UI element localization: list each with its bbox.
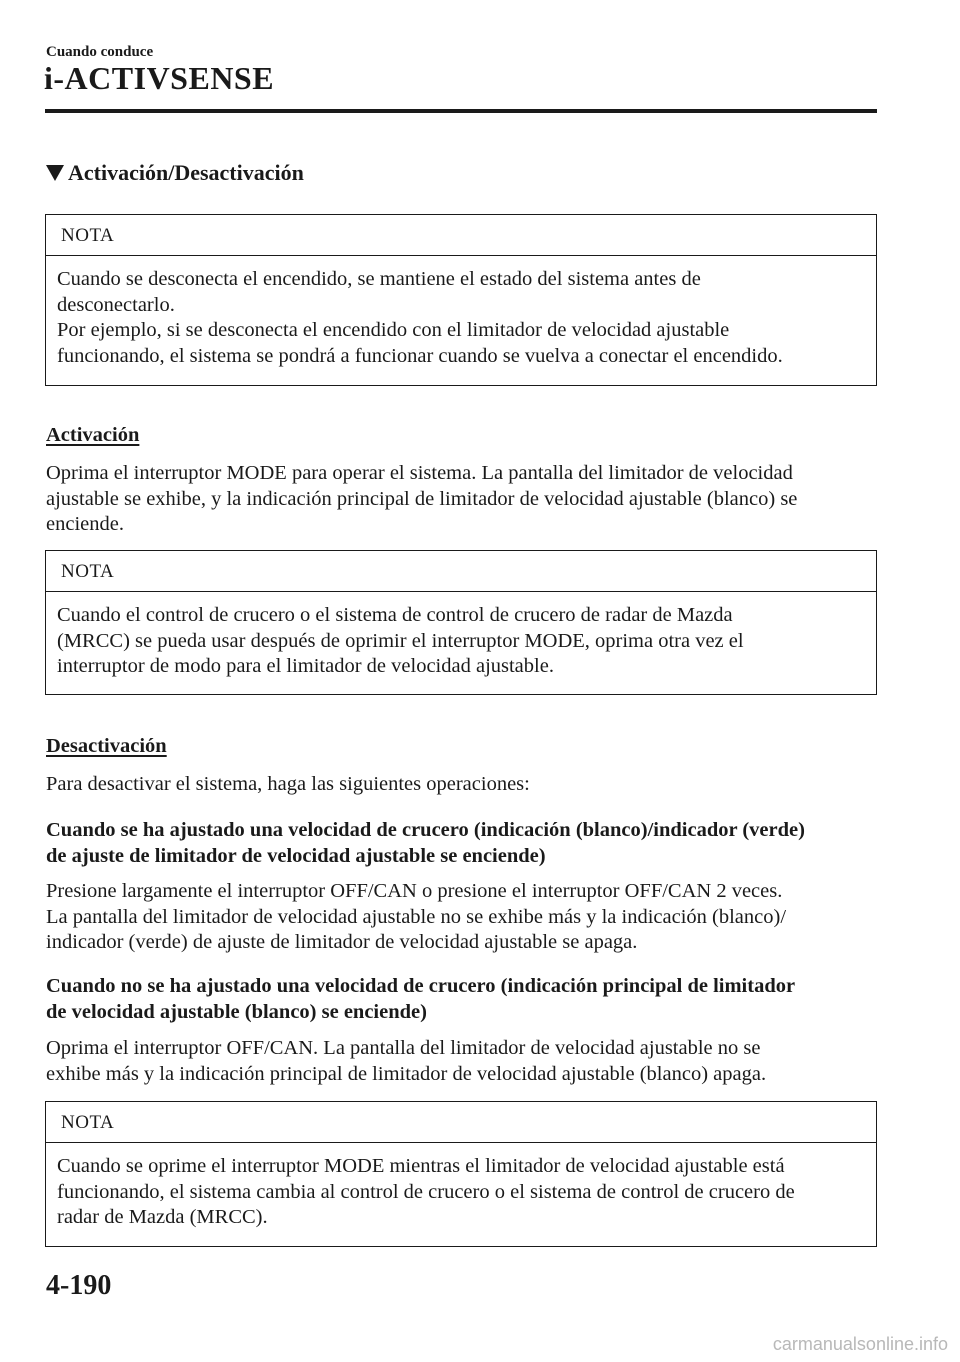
text-line: de ajuste de limitador de velocidad ajustable se enciende) [46,844,546,867]
case2-paragraph [46,1036,876,1087]
text-line: enciende. [46,513,124,535]
text-line: indicador (verde) de ajuste de limitador de velocidad ajustable se apaga. [46,931,638,953]
note-box-1 [45,214,877,386]
note-line: funcionando, el sistema cambia al control de crucero o el sistema de control de crucero de [57,1180,795,1203]
note-body [46,592,876,680]
text-line: de velocidad ajustable (blanco) se enciende) [46,1000,427,1023]
note-line: radar de Mazda (MRCC). [57,1206,268,1228]
text-line: Oprima el interruptor MODE para operar el sistema. La pantalla del limitador de velocidad [46,462,793,484]
header-divider [45,109,877,113]
text-line: Cuando no se ha ajustado una velocidad de crucero (indicación principal de limitador [46,975,796,997]
case1-paragraph [46,879,876,956]
text-line: exhibe más y la indicación principal de limitador de velocidad ajustable (blanco) apaga. [46,1062,767,1085]
note-label: NOTA [46,1102,876,1143]
note-line: Cuando se oprime el interruptor MODE mientras el limitador de velocidad ajustable está [57,1155,785,1177]
case1-title [46,818,876,869]
note-line: (MRCC) se pueda usar después de oprimir el interruptor MODE, oprima otra vez el [57,629,744,652]
activation-heading: Activación [46,424,140,446]
note-body [46,1143,876,1231]
text-line: Cuando se ha ajustado una velocidad de crucero (indicación (blanco)/indicador (verde) [46,819,805,841]
note-line: funcionando, el sistema se pondrá a funcionar cuando se vuelva a conectar el encendido. [57,344,783,367]
note-box-2 [45,550,877,695]
page-title: i-ACTIVSENSE [44,60,275,96]
note-line: Por ejemplo, si se desconecta el encendido con el limitador de velocidad ajustable [57,319,730,341]
text-line: Presione largamente el interruptor OFF/CAN o presione el interruptor OFF/CAN 2 veces. [46,880,783,902]
deactivation-intro: Para desactivar el sistema, haga las siguientes operaciones: [46,773,530,795]
note-label: NOTA [46,551,876,592]
note-line: desconectarlo. [57,293,175,316]
watermark: carmanualsonline.info [772,1334,948,1354]
text-line: Oprima el interruptor OFF/CAN. La pantalla del limitador de velocidad ajustable no se [46,1037,761,1059]
text-line: La pantalla del limitador de velocidad ajustable no se exhibe más y la indicación (blanco)/ [46,905,787,928]
note-line: Cuando el control de crucero o el sistema de control de crucero de radar de Mazda [57,604,733,626]
chapter-label: Cuando conduce [46,44,154,60]
activation-paragraph [46,461,876,538]
case2-title [46,974,876,1025]
note-label: NOTA [46,215,876,256]
note-body [46,256,876,369]
section-heading [46,160,304,186]
note-line: Cuando se desconecta el encendido, se mantiene el estado del sistema antes de [57,268,701,290]
note-line: interruptor de modo para el limitador de velocidad ajustable. [57,655,554,677]
page-number: 4-190 [46,1270,112,1301]
triangle-down-icon [46,165,64,181]
section-title: Activación/Desactivación [68,160,304,185]
text-line: ajustable se exhibe, y la indicación principal de limitador de velocidad ajustable (blanco) se [46,487,798,510]
deactivation-heading: Desactivación [46,735,167,757]
note-box-3 [45,1101,877,1247]
